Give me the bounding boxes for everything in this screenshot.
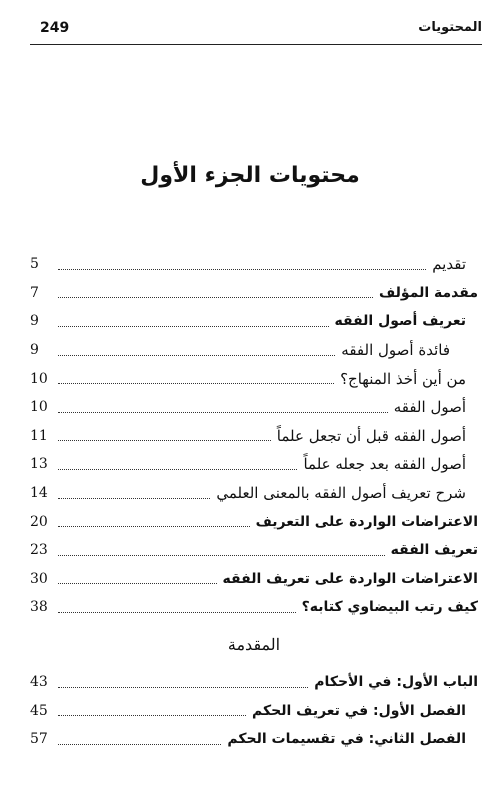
toc-entry-title: الفصل الثاني: في تقسيمات الحكم <box>227 731 466 748</box>
toc-entry <box>30 364 478 393</box>
toc-entry <box>30 279 478 308</box>
running-head: المحتويات <box>418 20 482 35</box>
toc-entry <box>30 393 478 422</box>
page-number: 249 <box>40 20 70 36</box>
dot-leader <box>58 297 373 298</box>
toc-entry-title: الباب الأول: في الأحكام <box>314 674 478 691</box>
dot-leader <box>58 744 221 745</box>
toc-entry-title: كيف رتب البيضاوي كتابه؟ <box>301 599 478 616</box>
page-title: محتويات الجزء الأول <box>140 163 360 188</box>
toc-entry-page: 45 <box>30 702 48 719</box>
toc-entry-page: 10 <box>30 399 48 416</box>
toc-entry-page: 43 <box>30 674 48 691</box>
toc-entry-page: 23 <box>30 542 48 559</box>
toc-entry-page: 5 <box>30 256 39 273</box>
dot-leader <box>58 715 246 716</box>
toc-entry-title: أصول الفقه <box>393 398 466 417</box>
toc-entry-title: الفصل الأول: في تعريف الحكم <box>252 702 466 719</box>
toc-entry-title: من أين أخذ المنهاج؟ <box>340 369 466 388</box>
toc-entry-title: أصول الفقه بعد جعله علماً <box>303 455 466 474</box>
toc-entry-page: 9 <box>30 342 39 359</box>
dot-leader <box>58 612 296 613</box>
section-heading: المقدمة <box>227 635 281 655</box>
toc-entry-title: الاعتراضات الواردة على تعريف الفقه <box>222 570 478 587</box>
toc-entry-title: تعريف الفقه <box>390 542 478 559</box>
toc-entry <box>30 336 478 365</box>
toc-entry <box>30 696 478 725</box>
dot-leader <box>58 355 335 356</box>
toc-entry <box>30 725 478 754</box>
toc-entry <box>30 250 478 279</box>
toc-entry-page: 38 <box>30 599 48 616</box>
toc-entry-page: 10 <box>30 370 48 387</box>
toc-list-bottom <box>30 668 478 754</box>
toc-entry <box>30 479 478 508</box>
toc-entry-title: الاعتراضات الواردة على التعريف <box>255 513 478 530</box>
toc-entry-page: 7 <box>30 284 39 301</box>
toc-entry <box>30 668 478 697</box>
toc-entry <box>30 422 478 451</box>
toc-entry-title: تعريف أصول الفقه <box>334 313 466 330</box>
toc-entry-title: شرح تعريف أصول الفقه بالمعنى العلمي <box>216 484 466 503</box>
dot-leader <box>58 583 217 584</box>
toc-entry-page: 9 <box>30 313 39 330</box>
dot-leader <box>58 469 297 470</box>
toc-entry-page: 11 <box>30 427 48 444</box>
toc-entry-title: تقديم <box>432 255 466 274</box>
toc-entry <box>30 507 478 536</box>
toc-list-top <box>30 250 478 622</box>
dot-leader <box>58 440 271 441</box>
toc-entry <box>30 536 478 565</box>
dot-leader <box>58 498 210 499</box>
toc-entry <box>30 450 478 479</box>
toc-entry-title: فائدة أصول الفقه <box>341 341 450 360</box>
toc-entry-title: مقدمة المؤلف <box>378 284 478 301</box>
toc-entry-page: 14 <box>30 485 48 502</box>
page-header <box>30 18 482 45</box>
toc-entry-title: أصول الفقه قبل أن تجعل علماً <box>276 426 466 445</box>
dot-leader <box>58 412 388 413</box>
toc-entry <box>30 565 478 594</box>
toc-entry-page: 57 <box>30 731 48 748</box>
dot-leader <box>58 269 426 270</box>
toc-entry-page: 13 <box>30 456 48 473</box>
dot-leader <box>58 687 308 688</box>
toc-entry-page: 20 <box>30 513 48 530</box>
dot-leader <box>58 326 329 327</box>
dot-leader <box>58 555 385 556</box>
toc-entry <box>30 593 478 622</box>
table-of-contents <box>30 250 478 754</box>
toc-entry <box>30 307 478 336</box>
toc-entry-page: 30 <box>30 570 48 587</box>
dot-leader <box>58 383 334 384</box>
dot-leader <box>58 526 250 527</box>
